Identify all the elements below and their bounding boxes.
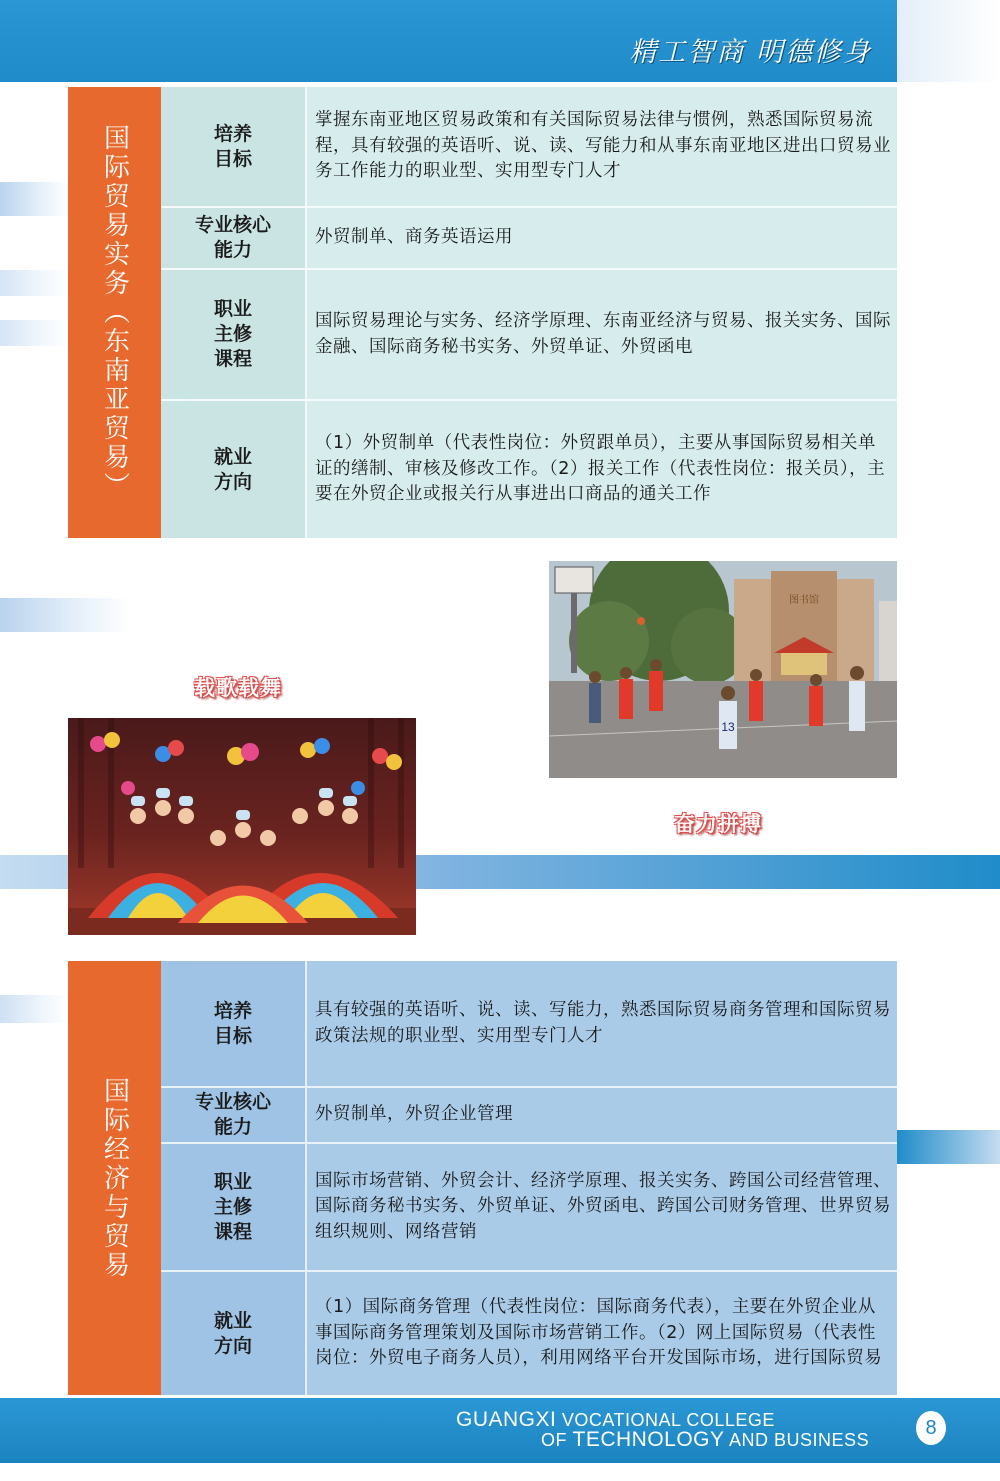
college-motto: 精工智商 明德修身	[629, 37, 872, 68]
program-title: 国际经济与贸易	[99, 1076, 130, 1280]
row-content: 具有较强的英语听、说、读、写能力，熟悉国际贸易商务管理和国际贸易政策法规的职业型、实用型专门人才	[315, 1000, 891, 1046]
table-row-core-ability	[161, 1088, 897, 1144]
header-band-fade	[897, 0, 1000, 82]
row-content: 掌握东南亚地区贸易政策和有关国际贸易法律与惯例，熟悉国际贸易流程，具有较强的英语听、说、读、写能力和从事东南亚地区进出口贸易业务工作能力的职业型、实用型专门人才	[315, 110, 891, 182]
library-sign: 图书馆	[789, 595, 819, 606]
row-content: （1）国际商务管理（代表性岗位：国际商务代表），主要在外贸企业从事国际商务管理策划及国际市场营销工作。（2）网上国际贸易（代表性岗位：外贸电子商务人员），利用网络平台开发国际市场，进行国际贸易	[315, 1297, 883, 1369]
college-name-technology: TECHNOLOGY	[572, 1428, 725, 1451]
table-row-main-courses	[161, 1144, 897, 1272]
decor-stripe	[0, 320, 68, 346]
decor-stripe	[0, 598, 130, 632]
photo-dance-performance	[68, 718, 416, 935]
row-label: 就业 方向	[161, 401, 307, 538]
row-label: 培养 目标	[161, 87, 307, 206]
page-number: 8	[916, 1411, 946, 1445]
program-table	[161, 87, 897, 538]
program-title: 国际贸易实务（东南亚贸易）	[99, 124, 130, 501]
row-label: 专业核心 能力	[161, 208, 307, 268]
college-name-business: AND BUSINESS	[724, 1430, 870, 1450]
row-label: 就业 方向	[161, 1272, 307, 1395]
program-block-international-economics	[68, 961, 897, 1395]
table-row-training-goal	[161, 87, 897, 208]
row-content: 国际市场营销、外贸会计、经济学原理、报关实务、跨国公司经营管理、国际商务秘书实务、外贸单证、外贸函电、跨国公司财务管理、世界贸易组织规则、网络营销	[315, 1170, 891, 1242]
row-content: 外贸制单、商务英语运用	[315, 227, 513, 248]
table-row-career-direction	[161, 1272, 897, 1395]
jersey-number: 13	[721, 720, 735, 734]
table-row-career-direction	[161, 401, 897, 538]
decor-stripe	[897, 1130, 1000, 1164]
program-title-bar	[68, 87, 161, 538]
decor-stripe	[0, 182, 68, 216]
row-label: 职业 主修 课程	[161, 270, 307, 399]
row-label: 培养 目标	[161, 961, 307, 1086]
dance-scene-illustration	[68, 718, 416, 935]
program-table	[161, 961, 897, 1395]
table-row-core-ability	[161, 208, 897, 270]
basketball-scene-illustration	[549, 561, 897, 778]
college-name-guangxi: GUANGXI	[456, 1408, 557, 1431]
photo-basketball-game	[549, 561, 897, 778]
decor-stripe	[0, 995, 68, 1023]
college-name-line2	[541, 1428, 869, 1452]
decor-stripe	[0, 270, 68, 296]
program-block-international-trade	[68, 87, 897, 538]
college-name-of: OF	[541, 1430, 573, 1450]
table-row-training-goal	[161, 961, 897, 1088]
photo-caption-basketball: 奋力拼搏	[674, 811, 762, 836]
row-content: 国际贸易理论与实务、经济学原理、东南亚经济与贸易、报关实务、国际金融、国际商务秘书实务、外贸单证、外贸函电	[315, 311, 891, 357]
program-title-bar	[68, 961, 161, 1395]
college-name-vocational: VOCATIONAL COLLEGE	[556, 1410, 775, 1430]
row-label: 专业核心 能力	[161, 1088, 307, 1142]
photo-caption-dance: 载歌载舞	[194, 675, 282, 700]
row-content: 外贸制单，外贸企业管理	[315, 1104, 513, 1125]
row-label: 职业 主修 课程	[161, 1144, 307, 1270]
row-content: （1）外贸制单（代表性岗位：外贸跟单员），主要从事国际贸易相关单证的缮制、审核及修改工作。（2）报关工作（代表性岗位：报关员），主要在外贸企业或报关行从事进出口商品的通关工作	[315, 433, 886, 505]
table-row-main-courses	[161, 270, 897, 401]
